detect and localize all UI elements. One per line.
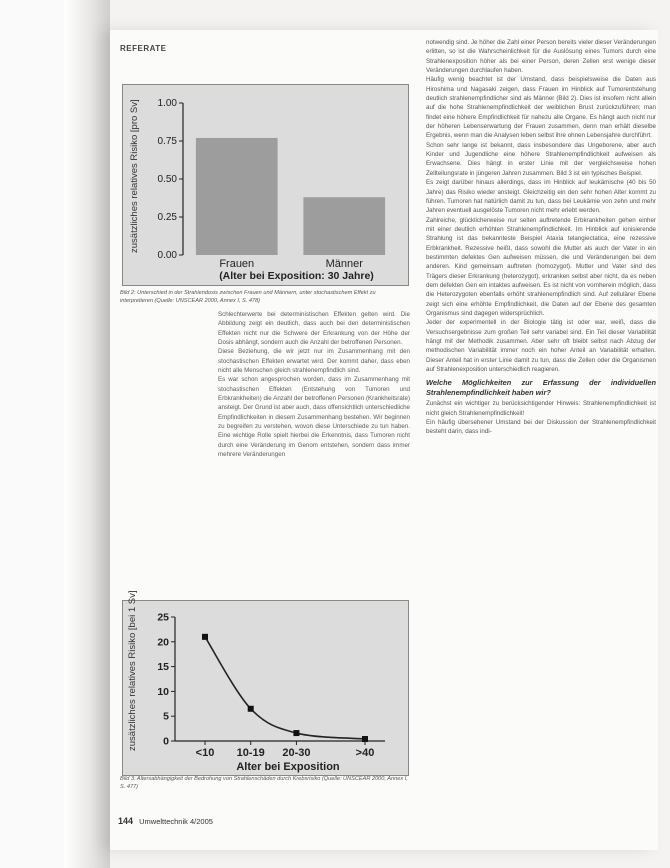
paragraph: Schlechterwerte bei deterministischen Effekten gelten wird. Die Abbildung zeigt ein deutlich, dass auch bei den deterministischen Effekten nicht nur die Schwere der Erkrankung von der Höhe der Dosis abhängt, sondern auch die Anzahl der betroffenen Personen. bbox=[218, 311, 410, 347]
paragraph: Es war schon angesprochen worden, dass im Zusammenhang mit stochastischen Effekten (Entstehung von Tumoren und Erbkrankheiten) die Anzahl der betroffenen Personen (Krankheitsrate) ansteigt. Der Grund ist aber auch, dass offensichtlich unterschiedliche Empfindlichkeiten in diesem Zusammenhang bestehen. Wir beginnen zu begreifen zu verstehen, wovon diese Unterschiede zu tun haben. Eine wichtige Rolle spielt hierbei die Erkenntnis, dass Tumoren nicht durch eine Veränderung im Genom entstehen, sondern dass immer mehrere Veränderungen bbox=[218, 376, 410, 459]
figure-top-ylabel: zusätzliches relatives Risiko [pro Sv] bbox=[129, 99, 140, 253]
y-tick-label: 20 bbox=[157, 636, 169, 649]
middle-text-column bbox=[218, 310, 410, 460]
section-header: REFERATE bbox=[120, 44, 167, 53]
data-point bbox=[248, 706, 254, 712]
y-tick-label: 0.75 bbox=[157, 136, 177, 147]
journal-name: Umwelttechnik 4/2005 bbox=[139, 817, 213, 826]
paragraph: Ein häufig übersehener Umstand bei der Diskussion der Strahlenempfindlichkeit besteht darin, dass indi- bbox=[426, 419, 656, 436]
y-tick-label: 15 bbox=[157, 661, 169, 674]
paragraph: Häufig wenig beachtet ist der Umstand, dass beispielsweise die Daten aus Hiroshima und Nagasaki zeigen, dass Frauen im Hinblick auf Tumorentstehung deutlich strahlenempfindlicher sind als Männer (Bild 2). Dies ist insofern nicht allein auf die hohe Strahlenempfindlichkeit der weiblichen Brust zurückzuführen; man findet eine höhere Empfindlichkeit für nahezu alle Organe. Es hängt auch nicht nur der höheren Lebenserwartung der Frauen zusammen, denn man erhält dieselbe Ergebnis, wenn man die Analysen leben selbst ihre ohnen Lebensjahre durchführt. bbox=[426, 76, 656, 140]
page-left-margin bbox=[0, 0, 64, 868]
x-axis-label: Alter bei Exposition bbox=[236, 761, 340, 773]
bar-frauen bbox=[196, 138, 278, 255]
paragraph: Es zeigt darüber hinaus allerdings, dass im Hinblick auf leukämische (40 bis 50 Jahre) das Risiko wieder ansteigt. Gleichzeitig ein den sehr hohen Alter kommt zu führen. Tumoren hat natürlich damit zu tun, dass bei Leukämie von zehn und mehr Jahren eventuell ausgelöste Tumoren nicht mehr erlebt werden. bbox=[426, 179, 656, 215]
figure-bottom-ylabel: zusätzliches relatives Risiko [bei 1 Sv] bbox=[127, 590, 138, 751]
line-chart-age-risk bbox=[123, 590, 408, 775]
risk-curve bbox=[205, 637, 365, 739]
x-category-label: <10 bbox=[195, 747, 215, 759]
paragraph: Jeder der experimentell in der Biologie tätig ist oder war, weiß, dass die Versuchsergebnisse zum großen Teil sehr variabel sind. Ein Teil dieser Variabilität hängt mit der Methodik zusammen. Aber sehr oft bleibt selbst nach Abzug der methodischen Variabilität immer noch ein hoher Anteil an Variabilität erhalten. Dieser Anteil hat in erster Linie damit zu tun, dass die Zellen oder die Organismen auf Strahlenexposition unterschiedlich reagieren. bbox=[426, 319, 656, 374]
bar-maenner bbox=[303, 197, 385, 255]
figure-sex-risk bbox=[122, 84, 409, 286]
x-axis-label: (Alter bei Exposition: 30 Jahre) bbox=[219, 270, 374, 282]
x-category-label: >40 bbox=[355, 747, 375, 759]
data-point bbox=[202, 634, 208, 640]
y-tick-label: 0.50 bbox=[157, 174, 177, 185]
y-tick-label: 25 bbox=[157, 611, 169, 624]
y-tick-label: 0 bbox=[163, 735, 169, 748]
figure-age-risk bbox=[122, 590, 409, 776]
x-category-label: Männer bbox=[325, 258, 363, 270]
x-category-label: 20-30 bbox=[282, 747, 311, 759]
book-gutter bbox=[64, 0, 110, 868]
y-tick-label: 1.00 bbox=[157, 98, 177, 109]
data-point bbox=[293, 730, 299, 736]
page-footer bbox=[118, 816, 213, 826]
y-tick-label: 5 bbox=[163, 710, 169, 723]
bar-chart-sex-risk bbox=[123, 85, 408, 285]
page-number: 144 bbox=[118, 816, 134, 826]
paragraph: Schon sehr lange ist bekannt, dass insbesondere das Ungeborene, aber auch Kinder und Jugendliche eine höhere Strahlenempfindlichkeit aufweisen als Erwachsene. Dies hängt in erster Linie mit der vergleichsweise hohen Zellteilungsrate in jüngeren Jahren zusammen. Bild 3 ist ein typisches Beispiel. bbox=[426, 141, 656, 177]
paragraph: Zahlreiche, glücklicherweise nur selten auftretende Erbkrankheiten gehen einher mit einer deutlich erhöhten Strahlenempfindlichkeit. Im Hinblick auf ionisierende Strahlung ist das bekannteste Beispiel Ataxia telangiectatica, eine rezessive Erbkrankheit. Rezessive heißt, dass sowohl die Mutter als auch der Vater in ein bestimmten defektes Gen aufweisen müssen, die und Veränderungen bei dem anderen. Kind gemeinsam auftreten (homozygot). Mutter und Vater sind des Trägers dieser Erkrankung (heterozygot), erkranken selbst aber nicht, da es neben dem defekten Gen ein intaktes aufweisen. Es ist nicht von vornherein möglich, dass die Heterozygoten ebenfalls erhöht strahlenempfindlich sind. Auf zellulärer Ebene zeigt sich eine erhöhte Empfindlichkeit, die Daten auf der Ebene des gesamten Organismus sind dagegen widersprüchlich. bbox=[426, 216, 656, 317]
paragraph: Zunächst ein wichtiger zu berücksichtigender Hinweis: Strahlenempfindlichkeit ist nicht gleich Strahlenempfindlichkeit! bbox=[426, 400, 656, 417]
y-tick-label: 10 bbox=[157, 685, 169, 698]
figure-bottom-caption: Bild 3: Altersabhängigkeit der Bedrohung von Strahlenschäden durch Krebsrisiko (Quelle: UNSCEAR 2000, Annex I, S. 477) bbox=[120, 776, 408, 790]
paragraph: notwendig sind. Je höher die Zahl einer Person bereits vieler dieser Veränderungen erlitten, so ist die Wahrscheinlichkeit für die Auslösung eines Tumors durch eine Strahlenexposition höher als bei einer Person, deren Zellen erst wenige dieser Veränderungen durchlaufen haben. bbox=[426, 39, 656, 75]
y-tick-label: 0.00 bbox=[157, 250, 177, 261]
y-tick-label: 0.25 bbox=[157, 212, 177, 223]
section-heading: Welche Möglichkeiten zur Erfassung der individuellen Strahlenempfindlichkeit haben wir? bbox=[426, 378, 656, 397]
right-text-column bbox=[426, 38, 656, 437]
x-category-label: 10-19 bbox=[236, 747, 265, 759]
figure-top-caption: Bild 2: Unterschied in der Strahlendosis zwischen Frauen und Männern, unter stochastischem Effekt zu interpretieren (Quelle: UNSCEAR 2000, Annex I, S. 478) bbox=[120, 290, 376, 304]
x-category-label: Frauen bbox=[219, 258, 255, 270]
paragraph: Diese Beziehung, die wir jetzt nur im Zusammenhang mit den stochastischen Effekten erwartet wird. Der kommt daher, dass eben nicht alle Menschen gleich strahlenempfindlich sind. bbox=[218, 348, 410, 375]
